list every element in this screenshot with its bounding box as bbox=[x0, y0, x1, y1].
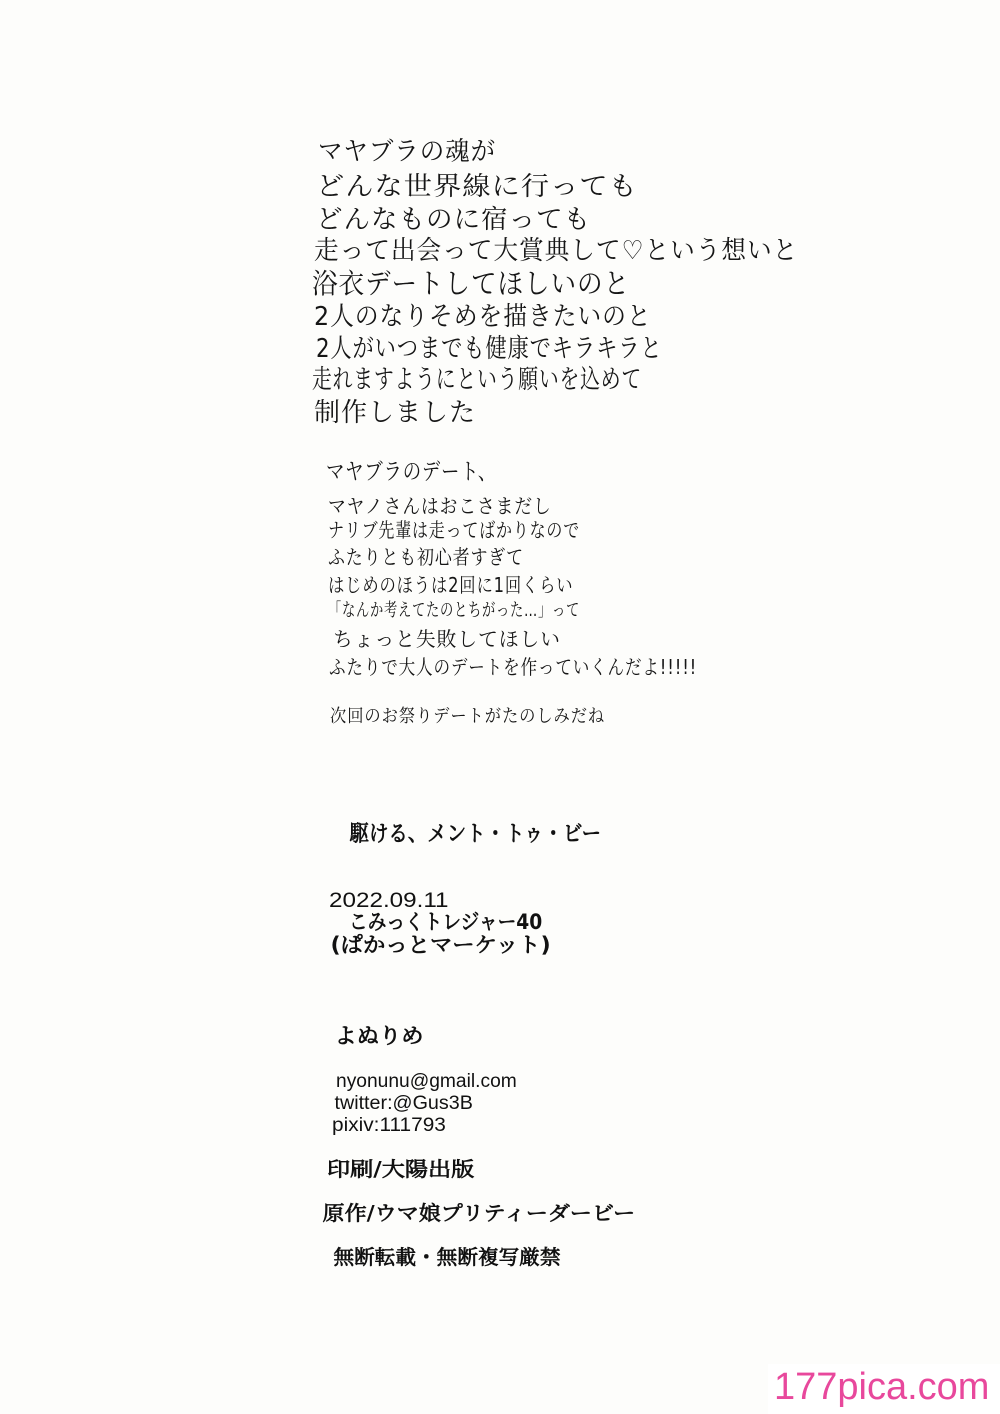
afterword-line: ふたりとも初心者すぎて bbox=[328, 545, 524, 569]
afterword-line: どんなものに宿っても bbox=[316, 205, 592, 235]
afterword-line: マヤノさんはおこさまだし bbox=[328, 494, 552, 518]
copyright-notice: 無断転載・無断複写厳禁 bbox=[333, 1245, 561, 1269]
afterword-line: どんな世界線に行っても bbox=[316, 172, 638, 202]
afterword-line: 「なんか考えてたのとちがった…」って bbox=[328, 600, 581, 621]
author-twitter: twitter:@Gus3B bbox=[334, 1093, 473, 1114]
site-watermark bbox=[768, 1364, 1000, 1414]
afterword-line: マヤブラの魂が bbox=[318, 137, 497, 167]
printer-credit: 印刷/大陽出版 bbox=[327, 1157, 475, 1181]
afterword-line: マヤブラのデート、 bbox=[326, 459, 497, 485]
author-pixiv: pixiv:111793 bbox=[332, 1115, 446, 1136]
event-venue: (ぱかっとマーケット) bbox=[330, 933, 551, 957]
afterword-line: ちょっと失敗してほしい bbox=[333, 627, 561, 651]
afterword-line: ふたりで大人のデートを作っていくんだよ!!!!! bbox=[329, 655, 698, 679]
afterword-line: 走って出会って大賞典して♡という想いと bbox=[314, 236, 799, 266]
afterword-line: ナリブ先輩は走ってばかりなので bbox=[328, 518, 580, 542]
author-email: nyonunu@gmail.com bbox=[336, 1071, 517, 1092]
afterword-line: 2人のなりそめを描きたいのと bbox=[314, 302, 652, 332]
original-work-credit: 原作/ウマ娘プリティーダービー bbox=[322, 1201, 636, 1225]
watermark-text: 177pica.com bbox=[774, 1366, 990, 1408]
afterword-closing-line: 次回のお祭りデートがたのしみだね bbox=[330, 706, 606, 727]
book-title: 駆ける、メント・トゥ・ビー bbox=[349, 822, 602, 847]
afterword-line: 2人がいつまでも健康でキラキラと bbox=[316, 334, 663, 364]
publication-date: 2022.09.11 bbox=[329, 889, 449, 912]
event-name: こみっくトレジャー40 bbox=[349, 910, 543, 934]
afterword-line: 制作しました bbox=[314, 398, 477, 428]
author-name: よぬりめ bbox=[334, 1024, 424, 1048]
afterword-line: はじめのほうは2回に1回くらい bbox=[328, 573, 574, 597]
afterword-line: 走れますようにという願いを込めて bbox=[312, 365, 643, 395]
afterword-line: 浴衣デートしてほしいのと bbox=[312, 267, 631, 300]
